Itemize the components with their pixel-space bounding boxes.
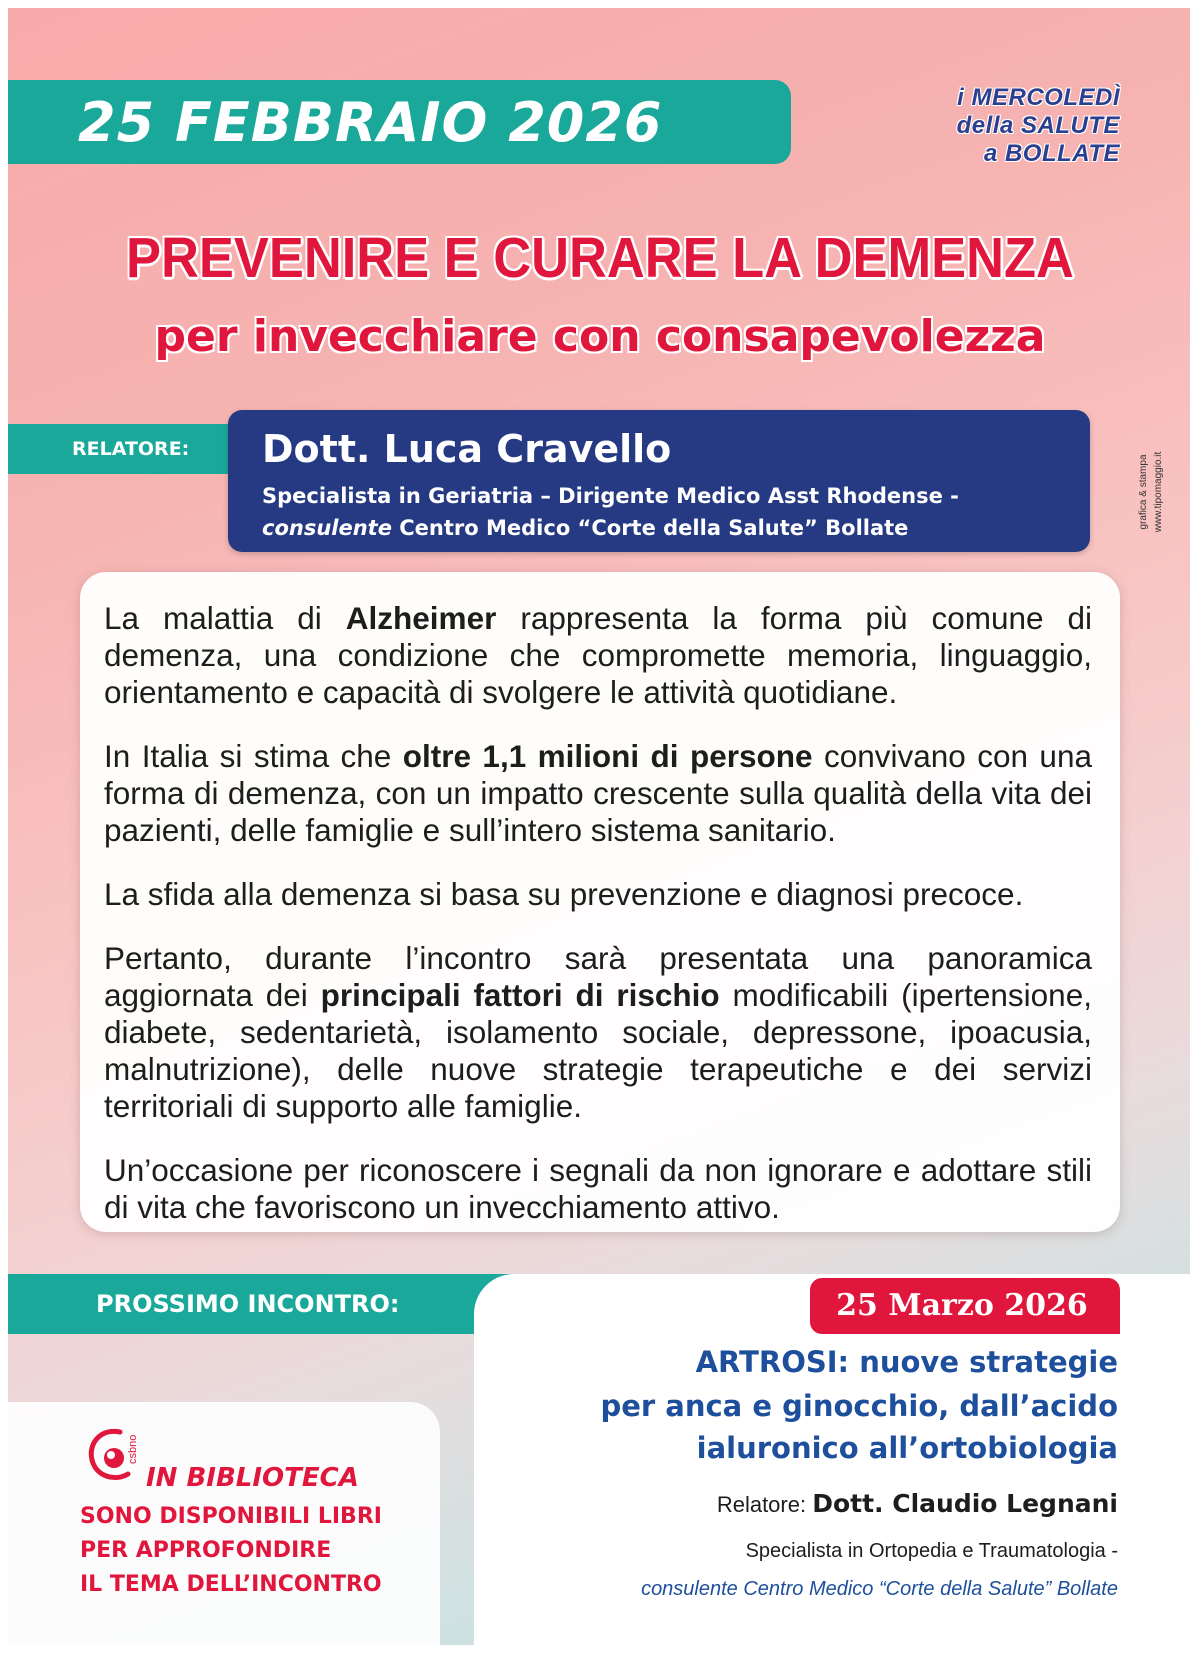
emphasis-text: principali fattori di rischio — [320, 977, 720, 1013]
next-meeting-date: 25 Marzo 2026 — [836, 1288, 1088, 1323]
next-speaker — [490, 1484, 1118, 1524]
library-line-1: SONO DISPONIBILI LIBRI — [80, 1504, 382, 1529]
next-speaker-prefix: Relatore: — [716, 1492, 813, 1517]
next-speaker-consultant: consulente Centro Medico “Corte della Salute” Bollate — [641, 1578, 1118, 1600]
event-subtitle: per invecchiare con consapevolezza — [154, 311, 1046, 362]
next-meeting-label: PROSSIMO INCONTRO: — [96, 1290, 400, 1318]
relatore-label: RELATORE: — [72, 438, 190, 460]
body-text: rappresenta la forma più comune di demenza, una condizione che compromette memoria, linguaggio, orientamento e capacità di svolgere le attività quotidiane. — [104, 600, 1093, 710]
speaker-name: Dott. Luca Cravello — [262, 427, 672, 471]
paper-edge-bottom — [0, 1645, 1198, 1656]
speaker-affiliation — [262, 512, 1082, 544]
next-speaker-specialty: Specialista in Ortopedia e Traumatologia - — [745, 1540, 1118, 1562]
library-line-2: PER APPROFONDIRE — [80, 1538, 332, 1563]
library-title: IN BIBLIOTECA — [146, 1463, 359, 1493]
paragraph-4 — [104, 940, 1092, 1125]
paragraph-3 — [104, 876, 1092, 913]
logo-line-3: a BOLLATE — [983, 140, 1120, 167]
emphasis-text: oltre 1,1 milioni di persone — [402, 738, 813, 774]
paragraph-1 — [104, 600, 1092, 711]
speaker-affiliation-rest: Centro Medico “Corte della Salute” Bollate — [391, 516, 909, 540]
next-speaker-name: Dott. Claudio Legnani — [812, 1489, 1118, 1518]
csbno-logo-icon — [80, 1424, 154, 1488]
paper-edge-top — [0, 0, 1198, 8]
event-title: PREVENIRE E CURARE LA DEMENZA — [126, 226, 1074, 290]
event-date: 25 FEBBRAIO 2026 — [78, 91, 663, 154]
next-title-line-2: per anca e ginocchio, dall’acido — [600, 1389, 1118, 1423]
logo-line-2: della SALUTE — [956, 112, 1120, 139]
printer-credit — [1136, 422, 1166, 562]
body-text: convivano con una forma di demenza, con un impatto crescente sulla qualità della vita dei pazienti, delle famiglie e sull’intero sistema sanitario. — [104, 738, 1092, 848]
paper-edge-left — [0, 0, 8, 1656]
body-text: Pertanto, durante l’incontro sarà presentata una panoramica aggiornata dei — [104, 940, 1092, 1013]
mercoledi-salute-logo — [940, 84, 1120, 172]
paragraph-2 — [104, 738, 1092, 849]
printer-credit-line1: grafica & stampa — [1138, 454, 1149, 530]
next-title-line-3: ialuronico all’ortobiologia — [696, 1431, 1118, 1465]
logo-line-1: i MERCOLEDÌ — [957, 84, 1120, 111]
body-text: In Italia si stima che — [104, 738, 403, 774]
body-text: La sfida alla demenza si basa su prevenzione e diagnosi precoce. — [104, 876, 1024, 912]
library-line-3: IL TEMA DELL’INCONTRO — [80, 1572, 382, 1597]
next-title-line-1: ARTROSI: nuove strategie — [695, 1345, 1118, 1379]
paper-edge-right — [1190, 0, 1198, 1656]
printer-credit-text — [1136, 422, 1166, 562]
paragraph-5 — [104, 1152, 1092, 1226]
body-text: modificabili (ipertensione, diabete, sedentarietà, isolamento sociale, depressone, ipoacusia, malnutrizione), delle nuove strategie terapeutiche e dei servizi territoriali di supporto alle famiglie. — [104, 977, 1092, 1124]
body-text: La malattia di — [104, 600, 346, 636]
csbno-logo-text: csbno — [127, 1434, 139, 1464]
speaker-affiliation-italic: consulente — [262, 516, 392, 540]
body-text: Un’occasione per riconoscere i segnali da non ignorare e adottare stili di vita che favoriscono un invecchiamento attivo. — [104, 1152, 1092, 1225]
printer-credit-line2: www.tipomaggio.it — [1153, 451, 1164, 533]
speaker-role: Specialista in Geriatria – Dirigente Medico Asst Rhodense - — [262, 484, 959, 508]
emphasis-text: Alzheimer — [345, 600, 497, 636]
